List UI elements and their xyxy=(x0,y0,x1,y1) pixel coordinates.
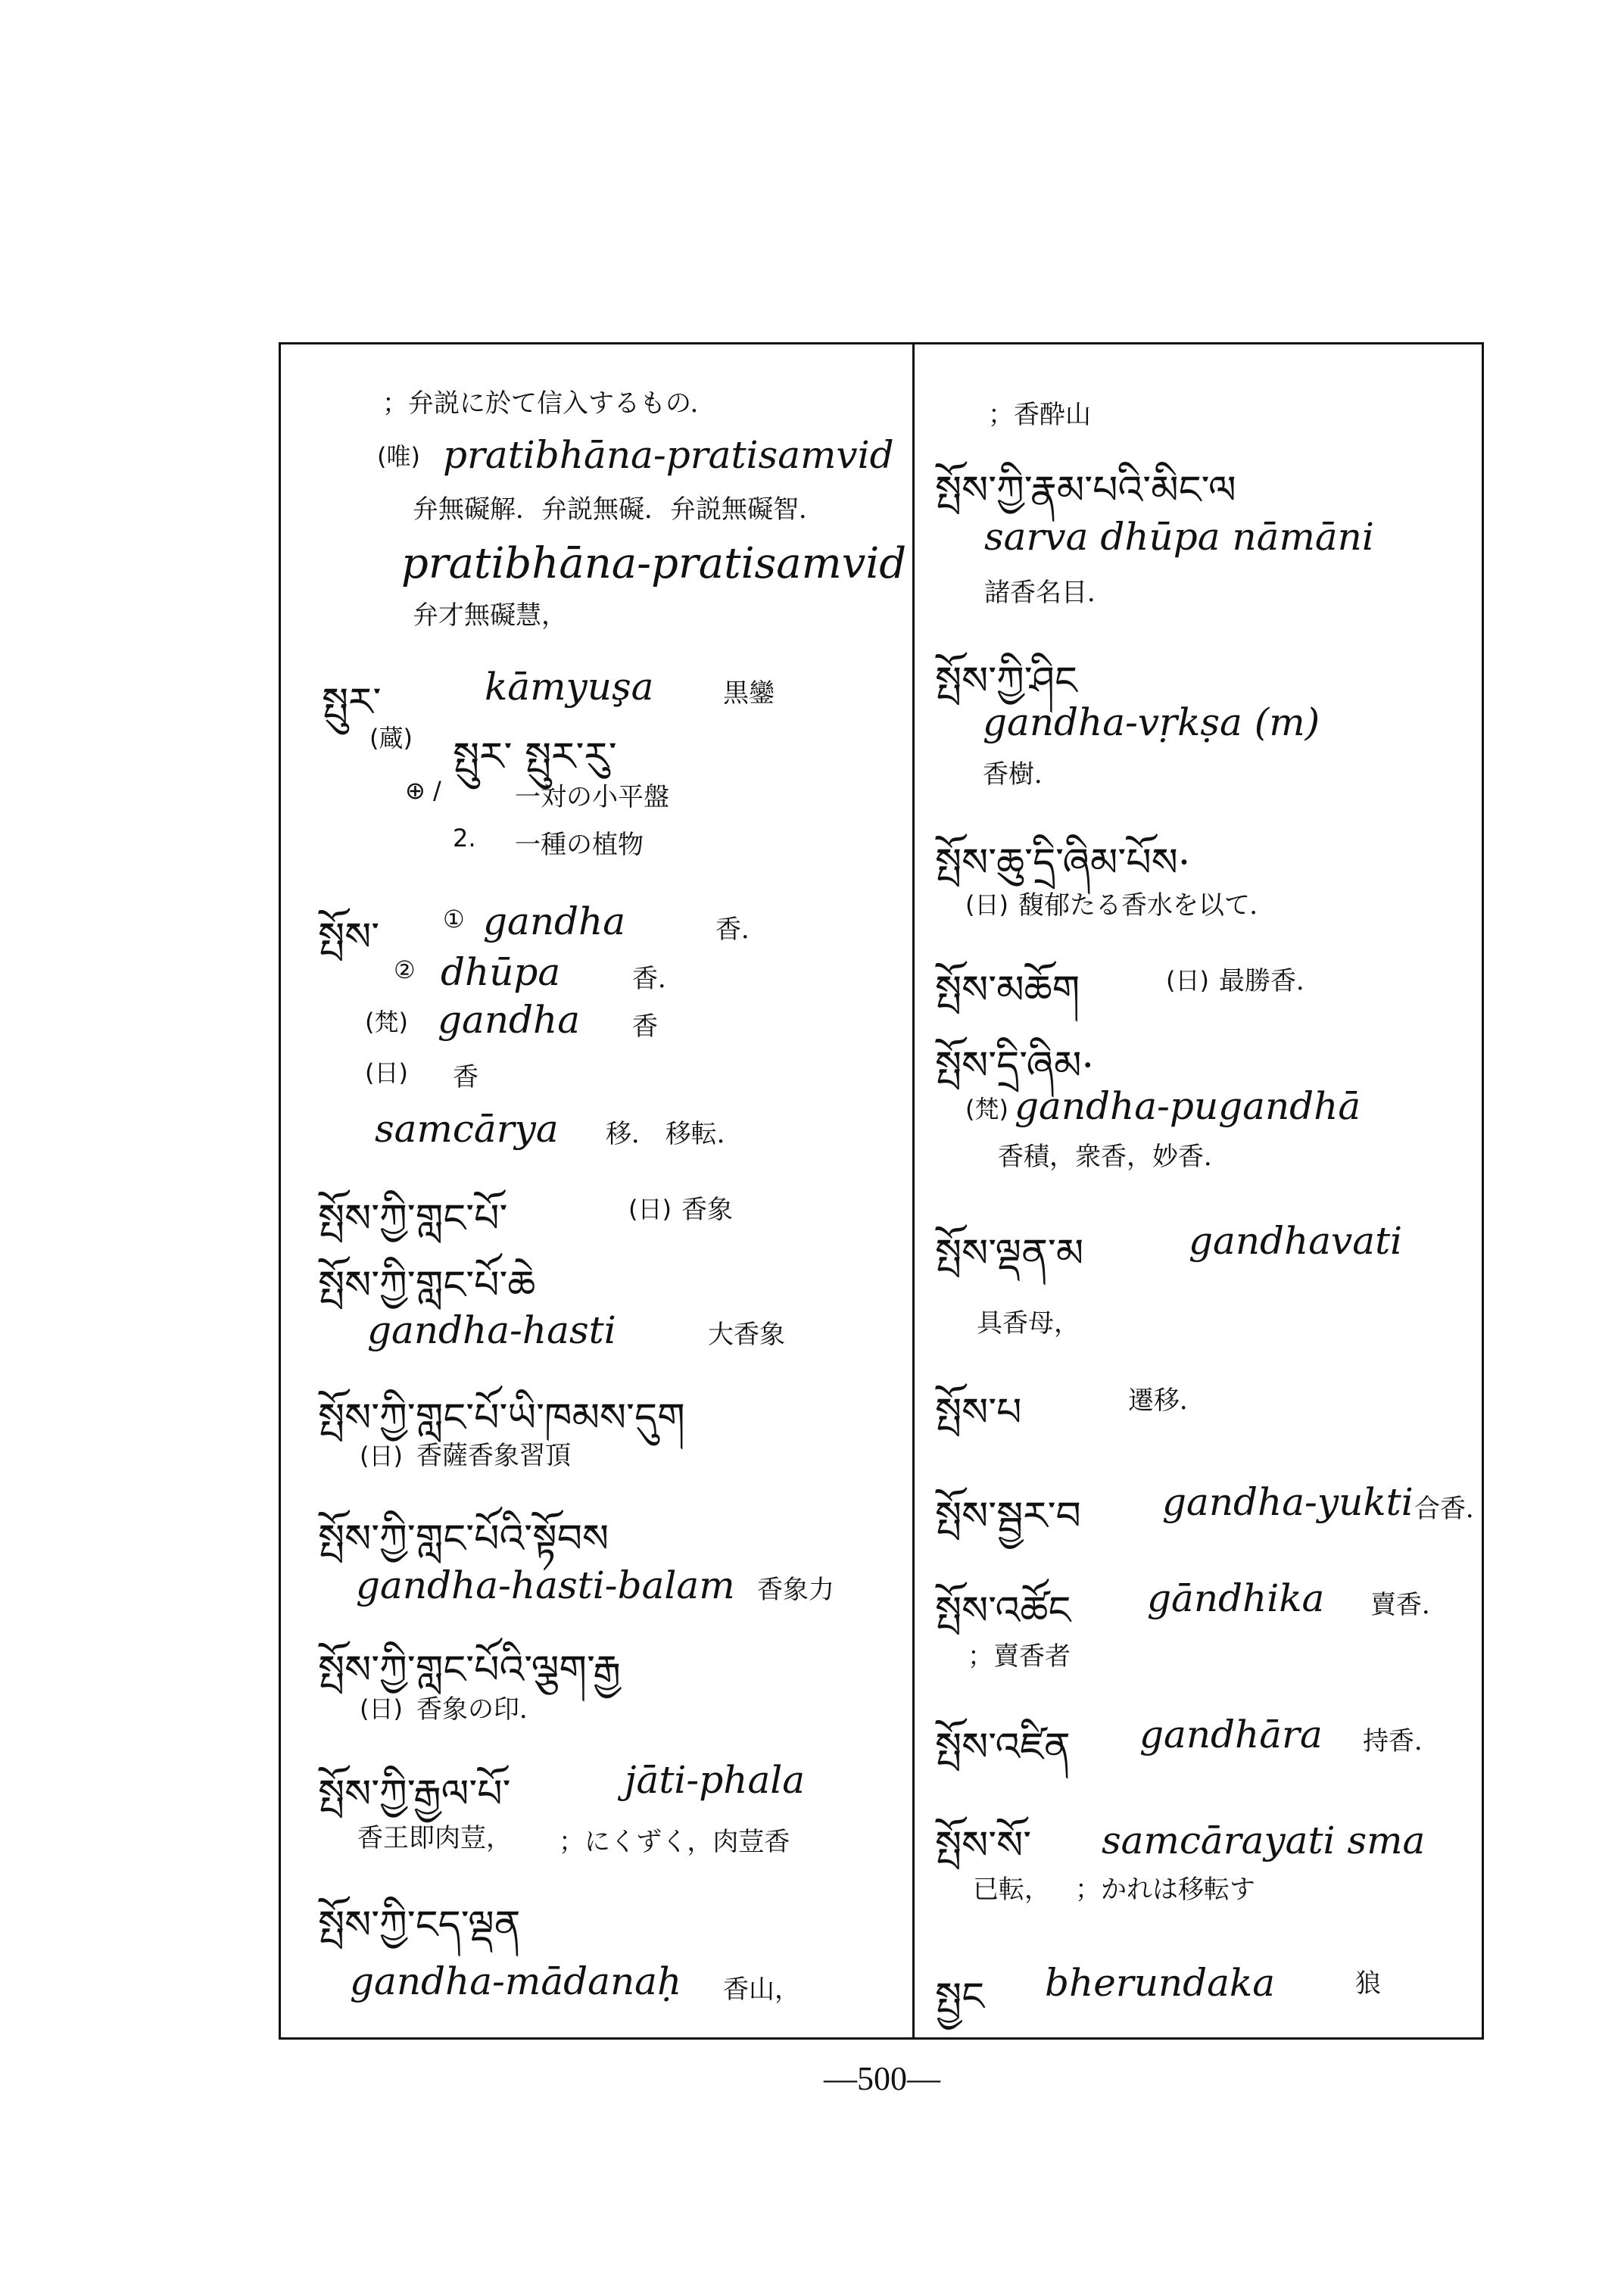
right-japanese-gloss: 具香母， xyxy=(977,1308,1080,1339)
right-tibetan-term: སྤོས་ཆུ་དྲི་ཞིམ་པོས· xyxy=(935,840,1191,886)
right-tibetan-term: སྤོས་པ xyxy=(935,1390,1022,1435)
right-japanese-gloss: 合香． xyxy=(1414,1494,1492,1524)
left-japanese-gloss: 移． 移転． xyxy=(606,1119,743,1149)
right-source-marker: (梵) xyxy=(965,1095,1008,1124)
right-sanskrit-term: gandha-pugandhā xyxy=(1015,1084,1361,1128)
left-japanese-gloss: 一対の小平盤 xyxy=(515,782,669,812)
left-japanese-gloss: 香． xyxy=(715,915,767,945)
left-sanskrit-term: pratibhāna-pratisamvid xyxy=(443,433,894,477)
left-japanese-gloss: 大香象 xyxy=(708,1320,785,1350)
left-tibetan-term: སྤུར་ xyxy=(322,680,382,725)
right-japanese-gloss: 已転， xyxy=(973,1875,1050,1905)
right-japanese-gloss: 持香． xyxy=(1363,1726,1440,1756)
right-japanese-gloss: 馥郁たる香水を以て． xyxy=(1018,890,1276,921)
right-japanese-gloss: 最勝香． xyxy=(1219,966,1322,996)
right-japanese-gloss: 賣香． xyxy=(1370,1590,1448,1620)
column-divider xyxy=(912,344,915,2037)
left-sanskrit-term: samcārya xyxy=(375,1107,559,1151)
left-japanese-gloss: ；にくずく，肉荳香 xyxy=(559,1827,790,1857)
left-japanese-gloss: 香山， xyxy=(723,1975,800,2005)
left-sanskrit-term: pratibhāna-pratisamvid xyxy=(401,539,907,588)
left-japanese-gloss: 香 xyxy=(632,1011,658,1042)
left-japanese-gloss: 香． xyxy=(632,964,684,994)
left-source-marker: 2. xyxy=(453,824,476,852)
left-source-marker: ⊕ / xyxy=(405,776,441,805)
left-japanese-gloss: 香象の印． xyxy=(416,1694,545,1725)
right-japanese-gloss: 遷移． xyxy=(1128,1385,1205,1416)
right-tibetan-term: སྤོས་དྲི་ཞིམ· xyxy=(935,1043,1095,1089)
left-source-marker: (日) xyxy=(360,1694,403,1723)
left-sanskrit-term: gandha-mādanaḥ xyxy=(350,1959,682,2003)
left-tibetan-term: སྤོས་ཀྱི་གླང་པོའི་ལྕག་རྒྱ xyxy=(318,1647,621,1693)
right-tibetan-term: སྤོས་འཛིན xyxy=(935,1725,1071,1770)
left-tibetan-term: སྤོས་ xyxy=(318,915,380,960)
right-japanese-gloss: ；かれは移転す xyxy=(1075,1875,1255,1905)
right-sanskrit-term: gāndhika xyxy=(1147,1576,1325,1620)
right-tibetan-term: སྤོས་ཀྱི་རྣམ་པའི་མིང་ལ xyxy=(935,468,1236,513)
right-tibetan-term: སྤོས་སྦྱར་བ xyxy=(935,1494,1081,1539)
right-japanese-gloss: 狼 xyxy=(1355,1968,1381,1999)
right-japanese-gloss: 香積，衆香，妙香． xyxy=(998,1142,1230,1172)
left-japanese-gloss: 弁無礙解．弁説無礙．弁説無礙智． xyxy=(413,494,824,525)
right-tibetan-term: སྤོས་ལྡན་མ xyxy=(935,1231,1084,1276)
right-tibetan-term: སྤོས་ཀྱི་ཤིང xyxy=(935,659,1077,704)
right-source-marker: (日) xyxy=(1166,966,1209,995)
left-source-marker: (蔵) xyxy=(369,724,413,753)
right-japanese-gloss: 香樹． xyxy=(983,759,1060,790)
right-sanskrit-term: sarva dhūpa nāmāni xyxy=(984,515,1374,559)
right-japanese-gloss: ；香酔山 xyxy=(988,400,1091,430)
page-number: —500— xyxy=(824,2060,940,2097)
right-sanskrit-term: gandha-vṛkṣa (m) xyxy=(983,700,1320,744)
left-tibetan-term: སྤོས་ཀྱི་གླང་པོ་ཡི་ཁམས་དུག xyxy=(318,1395,685,1441)
right-sanskrit-term: gandhāra xyxy=(1139,1713,1323,1756)
right-tibetan-term: སྤོས་མཆོག xyxy=(935,968,1080,1013)
right-sanskrit-term: gandha-yukti xyxy=(1162,1480,1414,1524)
right-japanese-gloss: ；賣香者 xyxy=(968,1641,1071,1672)
left-source-marker: (日) xyxy=(628,1195,672,1223)
left-source-marker: (梵) xyxy=(365,1008,408,1036)
left-japanese-gloss: ；弁説に於て信入するもの． xyxy=(382,388,716,419)
right-source-marker: (日) xyxy=(965,890,1008,919)
left-source-marker: (日) xyxy=(360,1442,403,1470)
left-sanskrit-term: dhūpa xyxy=(441,950,561,994)
left-japanese-gloss: 黒鑾 xyxy=(723,678,775,709)
left-japanese-gloss: 香象力 xyxy=(757,1575,834,1605)
left-sanskrit-term: kāmyuşa xyxy=(485,665,654,709)
left-japanese-gloss: 香薩香象習頂 xyxy=(416,1441,571,1471)
left-source-marker: (日) xyxy=(365,1058,408,1087)
left-tibetan-term: སྤུར་ སྤུར་རུ་ xyxy=(453,734,617,780)
right-japanese-gloss: 諸香名目． xyxy=(984,578,1113,608)
left-tibetan-term: སྤོས་ཀྱི་ངད་ལྡན xyxy=(318,1903,521,1948)
left-japanese-gloss: 香 xyxy=(453,1062,478,1092)
left-source-marker: ① xyxy=(443,905,465,933)
left-tibetan-term: སྤོས་ཀྱི་གླང་པོའི་སྟོབས xyxy=(318,1516,609,1562)
left-sanskrit-term: jāti-phala xyxy=(625,1758,806,1802)
left-tibetan-term: སྤོས་ཀྱི་རྒྱལ་པོ་ xyxy=(318,1772,511,1817)
right-tibetan-term: སྤོས་འཚོང xyxy=(935,1588,1071,1634)
left-source-marker: (唯) xyxy=(377,442,420,471)
left-source-marker: ② xyxy=(394,955,416,984)
left-sanskrit-term: gandha xyxy=(483,899,626,943)
left-japanese-gloss: 香王即肉荳， xyxy=(357,1823,512,1853)
left-japanese-gloss: 弁才無礙慧， xyxy=(413,600,567,631)
left-sanskrit-term: gandha-hasti-balam xyxy=(356,1563,735,1607)
left-tibetan-term: སྤོས་ཀྱི་གླང་པོ་ཆེ xyxy=(318,1263,536,1308)
right-sanskrit-term: bherundaka xyxy=(1045,1961,1276,2005)
left-japanese-gloss: 一種の植物 xyxy=(515,830,644,860)
left-tibetan-term: སྤོས་ཀྱི་གླང་པོ་ xyxy=(318,1196,508,1242)
left-sanskrit-term: gandha-hasti xyxy=(367,1308,616,1352)
right-tibetan-term: སྤོས་སོ་ xyxy=(935,1823,1032,1869)
left-japanese-gloss: 香象 xyxy=(681,1195,733,1225)
right-sanskrit-term: samcārayati sma xyxy=(1102,1819,1426,1862)
right-tibetan-term: སྤྱང xyxy=(935,1975,985,2020)
left-sanskrit-term: gandha xyxy=(438,998,581,1042)
right-sanskrit-term: gandhavati xyxy=(1189,1219,1403,1263)
